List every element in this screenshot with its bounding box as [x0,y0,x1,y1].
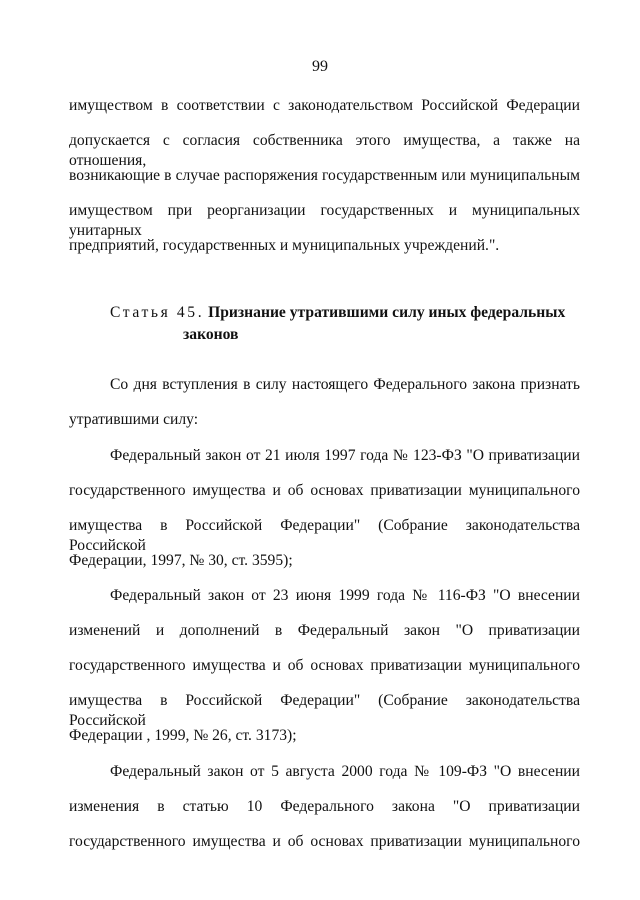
article-heading [110,303,565,323]
article-number: Статья 45. [110,304,205,321]
text-line: Федеральный закон от 5 августа 2000 года № 109-ФЗ "О внесении [110,763,580,780]
text-line: изменения в статью 10 Федерального закона "О приватизации [69,798,580,815]
text-line: государственного имущества и об основах приватизации муниципального [69,657,580,674]
text-line: имуществом при реорганизации государственных и муниципальных унитарных [69,202,580,239]
text-line: Со дня вступления в силу настоящего Федерального закона признать [110,376,580,393]
text-line: имуществом в соответствии с законодательством Российской Федерации [69,97,580,114]
text-line: Федерации, 1997, № 30, ст. 3595); [69,552,293,569]
text-line: государственного имущества и об основах приватизации муниципального [69,833,580,850]
article-title: Признание утратившими силу иных федеральных [208,304,566,321]
text-line: государственного имущества и об основах приватизации муниципального [69,482,580,499]
text-line: имущества в Российской Федерации" (Собрание законодательства Российской [69,517,580,554]
text-line: Федерации , 1999, № 26, ст. 3173); [69,727,297,744]
text-line: предприятий, государственных и муниципальных учреждений.". [69,237,500,254]
text-line: Федеральный закон от 23 июня 1999 года № 116-ФЗ "О внесении [110,587,580,604]
text-line: имущества в Российской Федерации" (Собрание законодательства Российской [69,692,580,729]
text-line: допускается с согласия собственника этого имущества, а также на отношения, [69,132,580,169]
text-line: утратившими силу: [69,411,199,428]
text-line: Федеральный закон от 21 июля 1997 года № 123-ФЗ "О приватизации [110,447,580,464]
page-number: 99 [312,58,328,75]
text-line: изменений и дополнений в Федеральный закон "О приватизации [69,622,580,639]
article-title-continued: законов [183,326,239,343]
text-line: возникающие в случае распоряжения государственным или муниципальным [69,167,580,184]
